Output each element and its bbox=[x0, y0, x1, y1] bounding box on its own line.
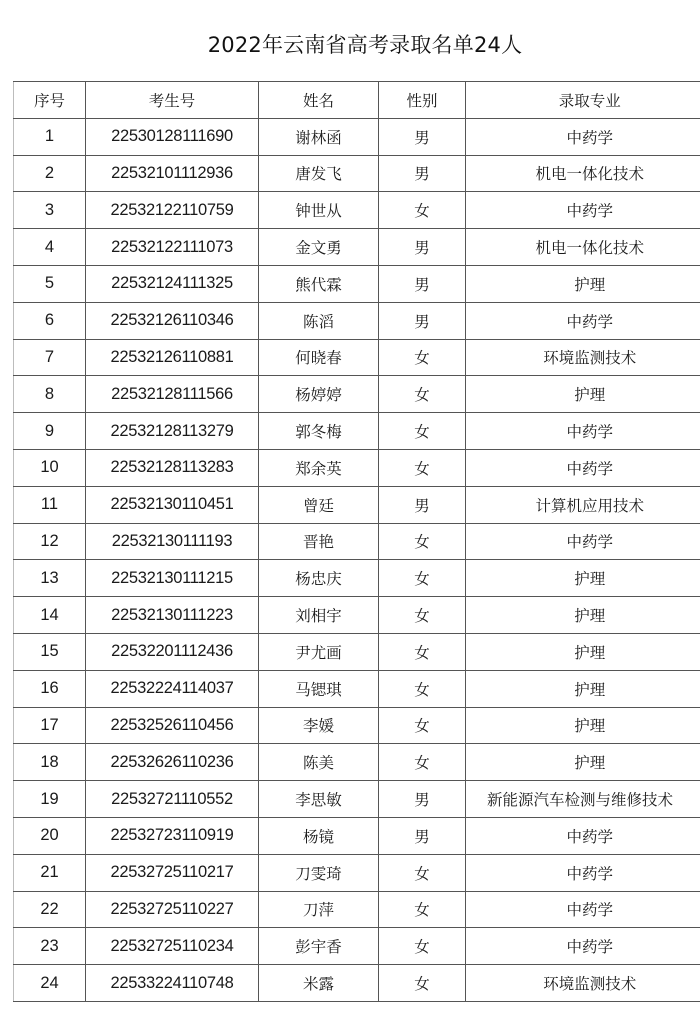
table-row bbox=[14, 339, 700, 376]
cell-name: 米露 bbox=[259, 965, 379, 1002]
cell-name: 钟世从 bbox=[259, 192, 379, 229]
cell-exam-number: 22532723110919 bbox=[86, 817, 259, 854]
cell-name: 唐发飞 bbox=[259, 155, 379, 192]
cell-index: 15 bbox=[14, 633, 86, 670]
cell-gender: 女 bbox=[379, 523, 466, 560]
cell-gender: 男 bbox=[379, 817, 466, 854]
cell-name: 刀雯琦 bbox=[259, 854, 379, 891]
cell-major: 计算机应用技术 bbox=[466, 486, 700, 523]
table-row bbox=[14, 155, 700, 192]
cell-gender: 男 bbox=[379, 118, 466, 155]
header-name: 姓名 bbox=[259, 82, 379, 119]
cell-major: 中药学 bbox=[466, 449, 700, 486]
cell-major: 中药学 bbox=[466, 523, 700, 560]
cell-index: 8 bbox=[14, 376, 86, 413]
cell-major: 中药学 bbox=[466, 118, 700, 155]
table-row bbox=[14, 744, 700, 781]
cell-index: 10 bbox=[14, 449, 86, 486]
cell-exam-number: 22532721110552 bbox=[86, 781, 259, 818]
cell-gender: 女 bbox=[379, 413, 466, 450]
cell-index: 16 bbox=[14, 670, 86, 707]
table-row bbox=[14, 229, 700, 266]
table-row bbox=[14, 265, 700, 302]
cell-exam-number: 22532128111566 bbox=[86, 376, 259, 413]
cell-gender: 女 bbox=[379, 560, 466, 597]
cell-name: 杨忠庆 bbox=[259, 560, 379, 597]
cell-gender: 女 bbox=[379, 192, 466, 229]
cell-exam-number: 22532526110456 bbox=[86, 707, 259, 744]
cell-gender: 男 bbox=[379, 229, 466, 266]
cell-index: 1 bbox=[14, 118, 86, 155]
header-gender: 性别 bbox=[379, 82, 466, 119]
table-row bbox=[14, 118, 700, 155]
cell-index: 3 bbox=[14, 192, 86, 229]
table-row bbox=[14, 965, 700, 1002]
cell-index: 17 bbox=[14, 707, 86, 744]
cell-index: 14 bbox=[14, 597, 86, 634]
table-row bbox=[14, 413, 700, 450]
cell-name: 尹尤画 bbox=[259, 633, 379, 670]
cell-exam-number: 22532224114037 bbox=[86, 670, 259, 707]
cell-gender: 女 bbox=[379, 376, 466, 413]
table-row bbox=[14, 560, 700, 597]
cell-name: 何晓春 bbox=[259, 339, 379, 376]
cell-exam-number: 22532130110451 bbox=[86, 486, 259, 523]
cell-index: 7 bbox=[14, 339, 86, 376]
cell-index: 6 bbox=[14, 302, 86, 339]
cell-gender: 女 bbox=[379, 707, 466, 744]
header-index: 序号 bbox=[14, 82, 86, 119]
cell-major: 护理 bbox=[466, 265, 700, 302]
cell-exam-number: 22532201112436 bbox=[86, 633, 259, 670]
table-row bbox=[14, 449, 700, 486]
cell-major: 机电一体化技术 bbox=[466, 155, 700, 192]
table-row bbox=[14, 817, 700, 854]
cell-name: 陈美 bbox=[259, 744, 379, 781]
cell-index: 2 bbox=[14, 155, 86, 192]
cell-name: 金文勇 bbox=[259, 229, 379, 266]
cell-index: 13 bbox=[14, 560, 86, 597]
cell-exam-number: 22532128113279 bbox=[86, 413, 259, 450]
cell-exam-number: 22532130111193 bbox=[86, 523, 259, 560]
cell-exam-number: 22532130111223 bbox=[86, 597, 259, 634]
cell-name: 郑余英 bbox=[259, 449, 379, 486]
table-row bbox=[14, 192, 700, 229]
table-row bbox=[14, 376, 700, 413]
cell-exam-number: 22530128111690 bbox=[86, 118, 259, 155]
cell-major: 中药学 bbox=[466, 854, 700, 891]
cell-exam-number: 22532124111325 bbox=[86, 265, 259, 302]
cell-major: 护理 bbox=[466, 597, 700, 634]
cell-index: 24 bbox=[14, 965, 86, 1002]
cell-major: 环境监测技术 bbox=[466, 339, 700, 376]
cell-gender: 女 bbox=[379, 891, 466, 928]
cell-gender: 女 bbox=[379, 597, 466, 634]
page-title: 2022年云南省高考录取名单24人 bbox=[207, 33, 523, 57]
cell-major: 护理 bbox=[466, 560, 700, 597]
cell-gender: 男 bbox=[379, 486, 466, 523]
header-major: 录取专业 bbox=[466, 82, 700, 119]
cell-major: 新能源汽车检测与维修技术 bbox=[466, 781, 700, 818]
cell-major: 机电一体化技术 bbox=[466, 229, 700, 266]
cell-exam-number: 22532725110234 bbox=[86, 928, 259, 965]
cell-name: 熊代霖 bbox=[259, 265, 379, 302]
table-row bbox=[14, 633, 700, 670]
cell-index: 4 bbox=[14, 229, 86, 266]
cell-exam-number: 22532725110227 bbox=[86, 891, 259, 928]
cell-index: 22 bbox=[14, 891, 86, 928]
cell-index: 12 bbox=[14, 523, 86, 560]
cell-gender: 男 bbox=[379, 781, 466, 818]
cell-major: 中药学 bbox=[466, 891, 700, 928]
cell-name: 谢林函 bbox=[259, 118, 379, 155]
cell-exam-number: 22532101112936 bbox=[86, 155, 259, 192]
cell-index: 23 bbox=[14, 928, 86, 965]
table-body bbox=[14, 118, 700, 1001]
table-row bbox=[14, 928, 700, 965]
table-row bbox=[14, 891, 700, 928]
admission-table bbox=[13, 81, 700, 1002]
cell-name: 彭宇香 bbox=[259, 928, 379, 965]
cell-index: 18 bbox=[14, 744, 86, 781]
cell-gender: 女 bbox=[379, 633, 466, 670]
cell-name: 李媛 bbox=[259, 707, 379, 744]
cell-name: 马锶琪 bbox=[259, 670, 379, 707]
table-row bbox=[14, 302, 700, 339]
cell-name: 杨婷婷 bbox=[259, 376, 379, 413]
cell-gender: 男 bbox=[379, 302, 466, 339]
cell-name: 刀萍 bbox=[259, 891, 379, 928]
cell-major: 中药学 bbox=[466, 302, 700, 339]
table-row bbox=[14, 707, 700, 744]
cell-major: 护理 bbox=[466, 633, 700, 670]
cell-exam-number: 22533224110748 bbox=[86, 965, 259, 1002]
table-row bbox=[14, 670, 700, 707]
cell-name: 刘相宇 bbox=[259, 597, 379, 634]
cell-exam-number: 22532122110759 bbox=[86, 192, 259, 229]
table-header-row bbox=[14, 82, 700, 119]
cell-exam-number: 22532122111073 bbox=[86, 229, 259, 266]
cell-index: 19 bbox=[14, 781, 86, 818]
cell-exam-number: 22532626110236 bbox=[86, 744, 259, 781]
cell-exam-number: 22532126110881 bbox=[86, 339, 259, 376]
cell-index: 21 bbox=[14, 854, 86, 891]
cell-name: 陈滔 bbox=[259, 302, 379, 339]
cell-gender: 女 bbox=[379, 928, 466, 965]
cell-major: 中药学 bbox=[466, 928, 700, 965]
cell-index: 5 bbox=[14, 265, 86, 302]
cell-gender: 女 bbox=[379, 965, 466, 1002]
table-row bbox=[14, 781, 700, 818]
table-row bbox=[14, 523, 700, 560]
table-row bbox=[14, 486, 700, 523]
cell-name: 杨镜 bbox=[259, 817, 379, 854]
cell-gender: 女 bbox=[379, 854, 466, 891]
cell-major: 中药学 bbox=[466, 413, 700, 450]
table-row bbox=[14, 597, 700, 634]
cell-gender: 男 bbox=[379, 155, 466, 192]
cell-major: 护理 bbox=[466, 670, 700, 707]
cell-major: 护理 bbox=[466, 707, 700, 744]
cell-name: 郭冬梅 bbox=[259, 413, 379, 450]
cell-gender: 女 bbox=[379, 339, 466, 376]
cell-exam-number: 22532130111215 bbox=[86, 560, 259, 597]
cell-index: 20 bbox=[14, 817, 86, 854]
cell-name: 晋艳 bbox=[259, 523, 379, 560]
cell-major: 护理 bbox=[466, 744, 700, 781]
admission-table-container bbox=[13, 81, 700, 1002]
cell-index: 9 bbox=[14, 413, 86, 450]
cell-exam-number: 22532128113283 bbox=[86, 449, 259, 486]
cell-gender: 女 bbox=[379, 449, 466, 486]
cell-gender: 女 bbox=[379, 670, 466, 707]
cell-index: 11 bbox=[14, 486, 86, 523]
cell-gender: 男 bbox=[379, 265, 466, 302]
cell-major: 中药学 bbox=[466, 817, 700, 854]
cell-major: 护理 bbox=[466, 376, 700, 413]
cell-exam-number: 22532725110217 bbox=[86, 854, 259, 891]
cell-gender: 女 bbox=[379, 744, 466, 781]
cell-major: 环境监测技术 bbox=[466, 965, 700, 1002]
table-row bbox=[14, 854, 700, 891]
cell-major: 中药学 bbox=[466, 192, 700, 229]
cell-name: 曾廷 bbox=[259, 486, 379, 523]
header-exam-number: 考生号 bbox=[86, 82, 259, 119]
cell-exam-number: 22532126110346 bbox=[86, 302, 259, 339]
cell-name: 李思敏 bbox=[259, 781, 379, 818]
